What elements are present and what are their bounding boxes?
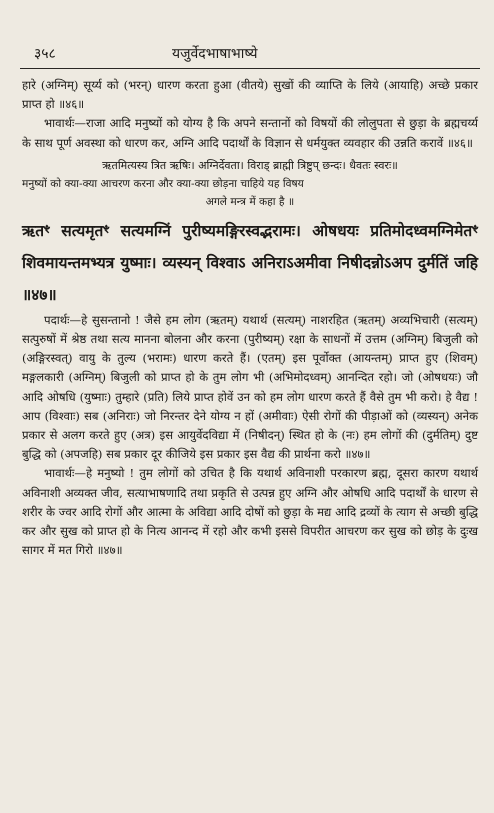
header-rule bbox=[20, 68, 480, 69]
subject-note: मनुष्यों को क्या-क्या आचरण करना और क्या-क्या छोड़ना चाहिये यह विषय bbox=[22, 177, 304, 190]
bhavartha-46: भावार्थः—राजा आदि मनुष्यों को योग्य है कि अपने सन्तानों को विषयों की लोलुपता से छुड़ा के ब्रह्मचर्य्य के साथ पूर्ण अवस्था को धारण कर, अग्नि आदि पदार्थों के विज्ञान से धर्मयुक्त व्यवहार की उन्नति करावें ॥४६॥ bbox=[22, 116, 478, 150]
bhavartha-47: भावार्थः—हे मनुष्यो ! तुम लोगों को उचित है कि यथार्थ अविनाशी परकारण ब्रह्म, दूसरा कारण यथार्थ अविनाशी अव्यक्त जीव, सत्याभाषणादि तथा प्रकृति से उत्पन्न हुए अग्नि और ओषधि आदि पदार्थों के धारण से शरीर के ज्वर आदि रोगों और आत्मा के अविद्या आदि दोषों को छुड़ा के मद्य आदि द्रव्यों के त्याग से अच्छी बुद्धि कर और सुख को प्राप्त हो के नित्य आनन्द में रहो और कभी इससे विपरीत आचरण कर सुख को छोड़ के दुःख सागर में मत गिरो ॥४७॥ bbox=[22, 466, 478, 558]
padartha-47: पदार्थः—हे सुसन्तानो ! जैसे हम लोग (ऋतम्) यथार्थ (सत्यम्) नाशरहित (ऋतम्) अव्यभिचारी (सत्यम्) सत्पुरुषों में श्रेष्ठ तथा सत्य मानना बोलना और करना (पुरीष्यम्) रक्षा के साधनों में उत्तम (अग्निम्) बिजुली को (अङ्गिरस्वत्) वायु के तुल्य (भरामः) धारण करते हैं। (एतम्) इस पूर्वोक्त (आयन्तम्) प्राप्त हुए (शिवम्) मङ्गलकारी (अग्निम्) बिजुली को प्राप्त हो के तुम लोग भी (अभिमोदध्वम्) आनन्दित रहो। जो (ओषधयः) जौ आदि ओषधि (युष्माः) तुम्हारे (प्रति) लिये प्राप्त होवें उन को हम लोग धारण करते हैं वैसे तुम भी करो। हे वैद्य ! आप (विश्वाः) सब (अनिराः) जो निरन्तर देने योग्य न हों (अमीवाः) ऐसी रोगों की पीड़ाओं को (व्यस्यन्) अनेक प्रकार से अलग करते हुए (अत्र) इस आयुर्वेदविद्या में (निषीदन्) स्थित हो के (नः) हम लोगों की (दुर्मतिम्) दुष्ट बुद्धि को (अपजहि) सब प्रकार दूर कीजिये इस प्रकार इस वैद्य की प्रार्थना करो ॥४७॥ bbox=[22, 312, 478, 462]
mantra-meta: ऋतमित्यस्य त्रित ऋषिः। अग्निर्देवता। विराड् ब्राह्मी त्रिष्टुप् छन्दः। धैवतः स्वरः॥ bbox=[102, 158, 398, 172]
subject-note-cont: अगले मन्त्र में कहा है ॥ bbox=[205, 195, 295, 208]
page-body bbox=[22, 76, 478, 560]
mantra-47: ऋतꣳ सत्यमृतꣳ सत्यमग्निं पुरीष्यमङ्गिरस्वद्भरामः। ओषधयः प्रतिमोदध्वमग्निमेतꣳ शिवमायन्तमभ्यत्र युष्माः। व्यस्यन् विश्वाऽ अनिराऽअमीवा निषीदन्नोऽअप दुर्मतिं जहि ॥४७॥ bbox=[22, 220, 478, 304]
page-number: ३५८ bbox=[34, 46, 56, 62]
padartha-continuation: हारे (अग्निम्) सूर्य्य को (भरन्) धारण करता हुआ (वीतये) सुखों की व्याप्ति के लिये (आयाहि) अच्छे प्रकार प्राप्त हो ॥४६॥ bbox=[22, 78, 478, 112]
running-title: यजुर्वेदभाषाभाष्ये bbox=[172, 46, 258, 62]
page-header bbox=[22, 40, 478, 64]
